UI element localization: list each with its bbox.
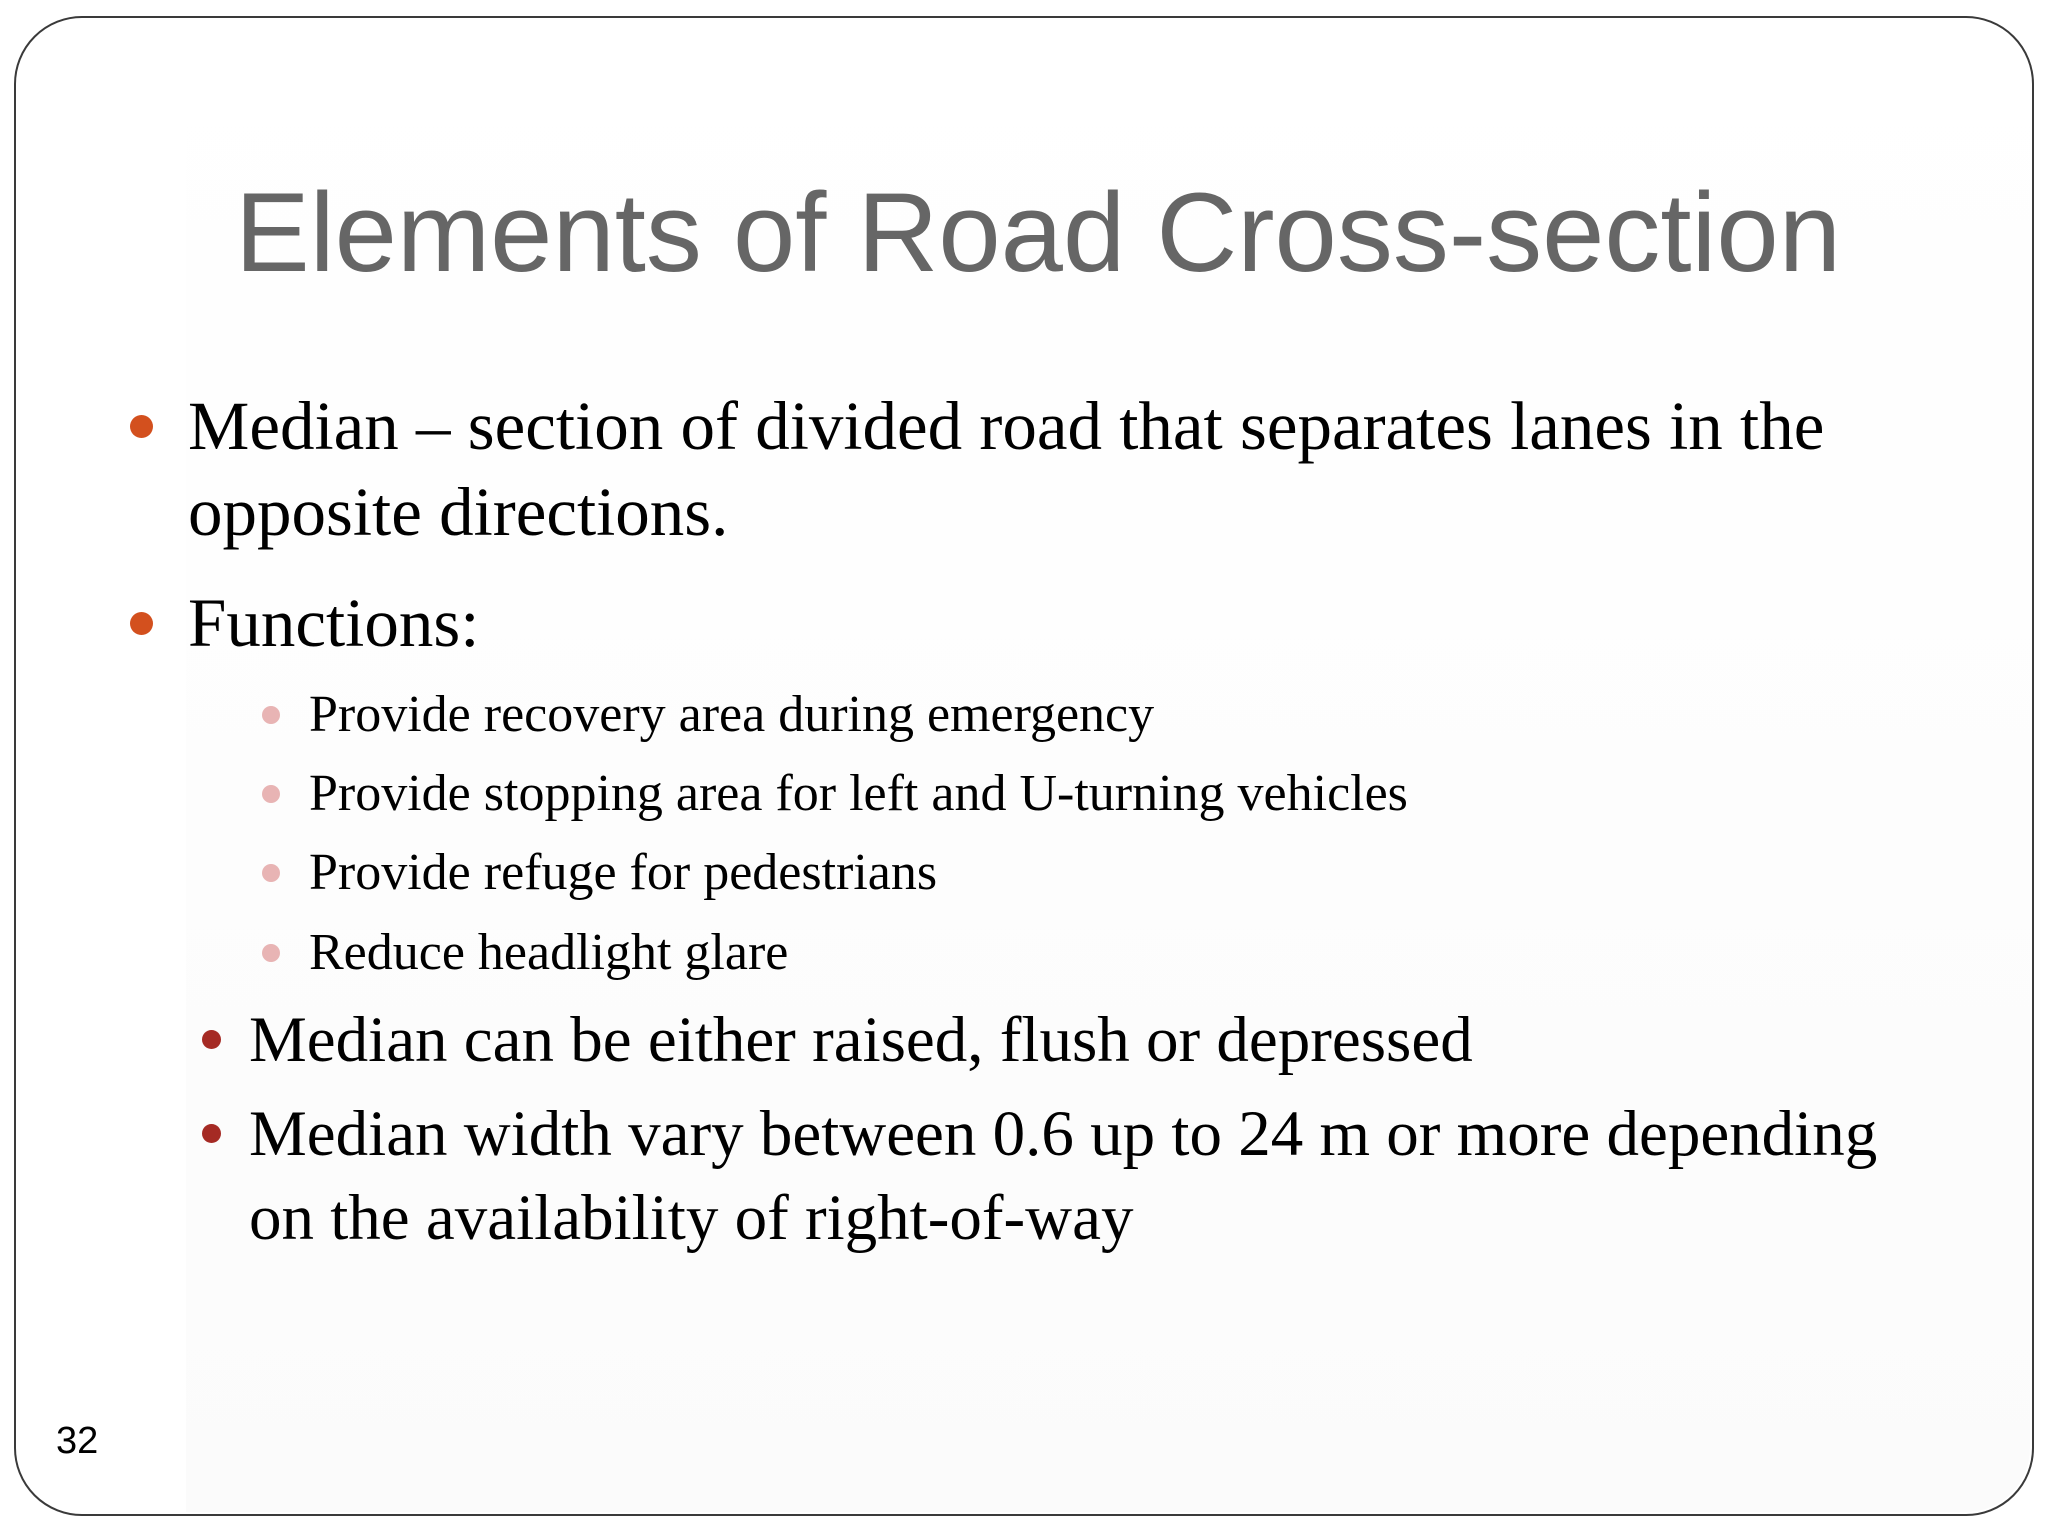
bullet-median-definition-line1: Median – section of divided road that separates lanes in the xyxy=(188,388,1825,464)
bullet-dot-median-width xyxy=(202,1124,221,1143)
page-number: 32 xyxy=(56,1420,99,1462)
bullet-median-width-line2: on the availability of right-of-way xyxy=(249,1182,1134,1254)
bullet-dot-median-types xyxy=(202,1030,221,1049)
function-item: Provide refuge for pedestrians xyxy=(309,844,938,901)
bullet-median-width-line1: Median width vary between 0.6 up to 24 m or more depending xyxy=(249,1098,1878,1170)
function-item: Provide stopping area for left and U-turning vehicles xyxy=(309,765,1408,822)
bullet-median-types: Median can be either raised, flush or depressed xyxy=(249,1004,1473,1076)
slide-title: Elements of Road Cross-section xyxy=(234,170,1841,295)
bullet-median-definition-line2: opposite directions. xyxy=(188,474,729,550)
sub-bullet-dot xyxy=(262,706,280,724)
function-item: Provide recovery area during emergency xyxy=(309,686,1155,743)
function-item: Reduce headlight glare xyxy=(309,924,789,981)
bullet-functions: Functions: xyxy=(188,585,480,661)
bullet-dot-functions xyxy=(130,612,153,635)
sub-bullet-dot xyxy=(262,944,280,962)
bullet-dot-median-definition xyxy=(130,415,153,438)
sub-bullet-dot xyxy=(262,785,280,803)
sub-bullet-dot xyxy=(262,864,280,882)
